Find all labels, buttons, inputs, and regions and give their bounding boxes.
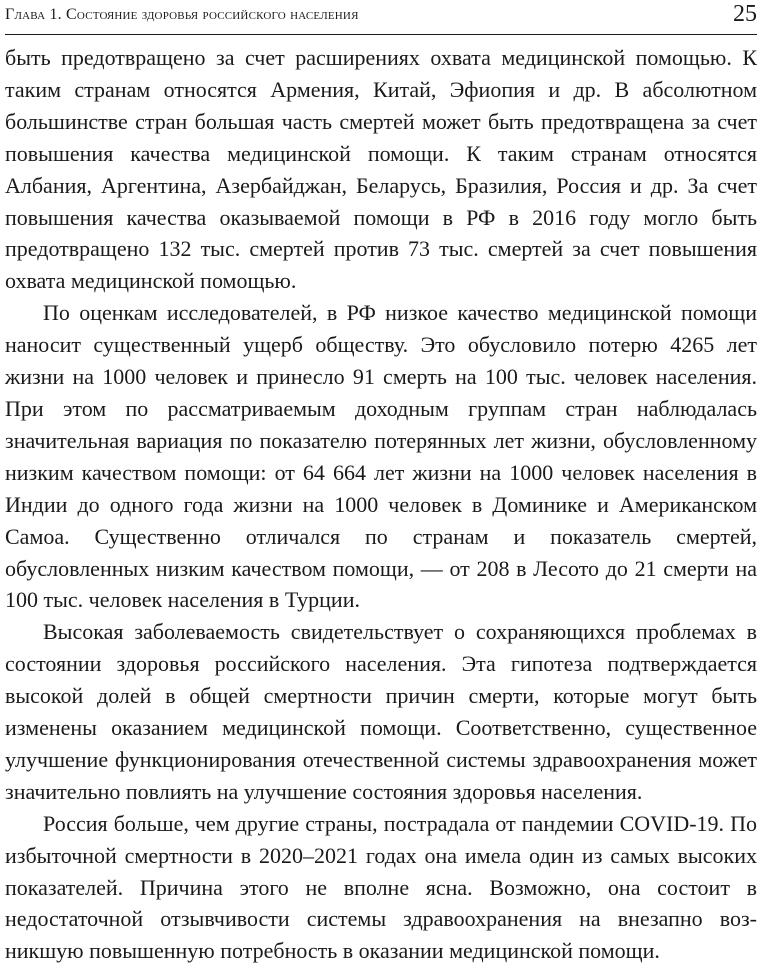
paragraph-continued: быть предотвращено за счет расширениях охвата медицинской помощью. К таким странам относятся Армения, Китай, Эфиопия и др. В абсолютном большинстве стран большая часть смертей может быть предотвращена за счет повышения качества медицинской помощи. К таким странам относятся Албания, Аргентина, Азербайджан, Беларусь, Бразилия, Россия и др. За счет повышения качества оказываемой помощи в РФ в 2016 году могло быть предотвращено 132 тыс. смертей против 73 тыс. смертей за счет повышения охвата медицинской помощью. (5, 45, 757, 294)
running-header (5, 0, 757, 35)
paragraph-covid: Россия больше, чем другие страны, пострадала от пандемии COVID-19. По избыточной смертности в 2020–2021 годах она имела один из самых высоких показателей. Причина этого не вполне ясна. Возможно, она состоит в недостаточной отзывчивости системы здравоохранения на внезапно возникшую повышенную потребность в оказании медицинской помощи. (5, 810, 757, 964)
body-text (5, 42, 757, 967)
running-title: Глава 1. Состояние здоровья российского населения (5, 6, 359, 23)
page-number: 25 (733, 1, 757, 27)
paragraph-morbidity: Высокая заболеваемость свидетельствует о сохраняющихся проблемах в состоянии здоровья российского населения. Эта гипотеза подтверждается высокой долей в общей смертности причин смерти, которые могут быть изменены оказанием медицинской помощи. Соответственно, существенное улучшение функционирования отечественной системы здравоохранения может значительно повлиять на улучшение состояния здоровья населения. (5, 619, 757, 804)
paragraph-quality-of-care: По оценкам исследователей, в РФ низкое качество медицинской помощи наносит существенный ущерб обществу. Это обусловило потерю 4265 лет жизни на 1000 человек и принесло 91 смерть на 100 тыс. человек населения. При этом по рассматриваемым доходным группам стран наблюдалась значительная вариация по показателю потерянных лет жизни, обусловленному низким качеством помощи: от 64 664 лет жизни на 1000 человек населения в Индии до одного года жизни на 1000 человек в Доминике и Американском Самоа. Существенно отличался по странам и показатель смертей, обусловленных низким качеством помощи, — от 208 в Лесото до 21 смерти на 100 тыс. человек населения в Турции. (5, 300, 757, 613)
